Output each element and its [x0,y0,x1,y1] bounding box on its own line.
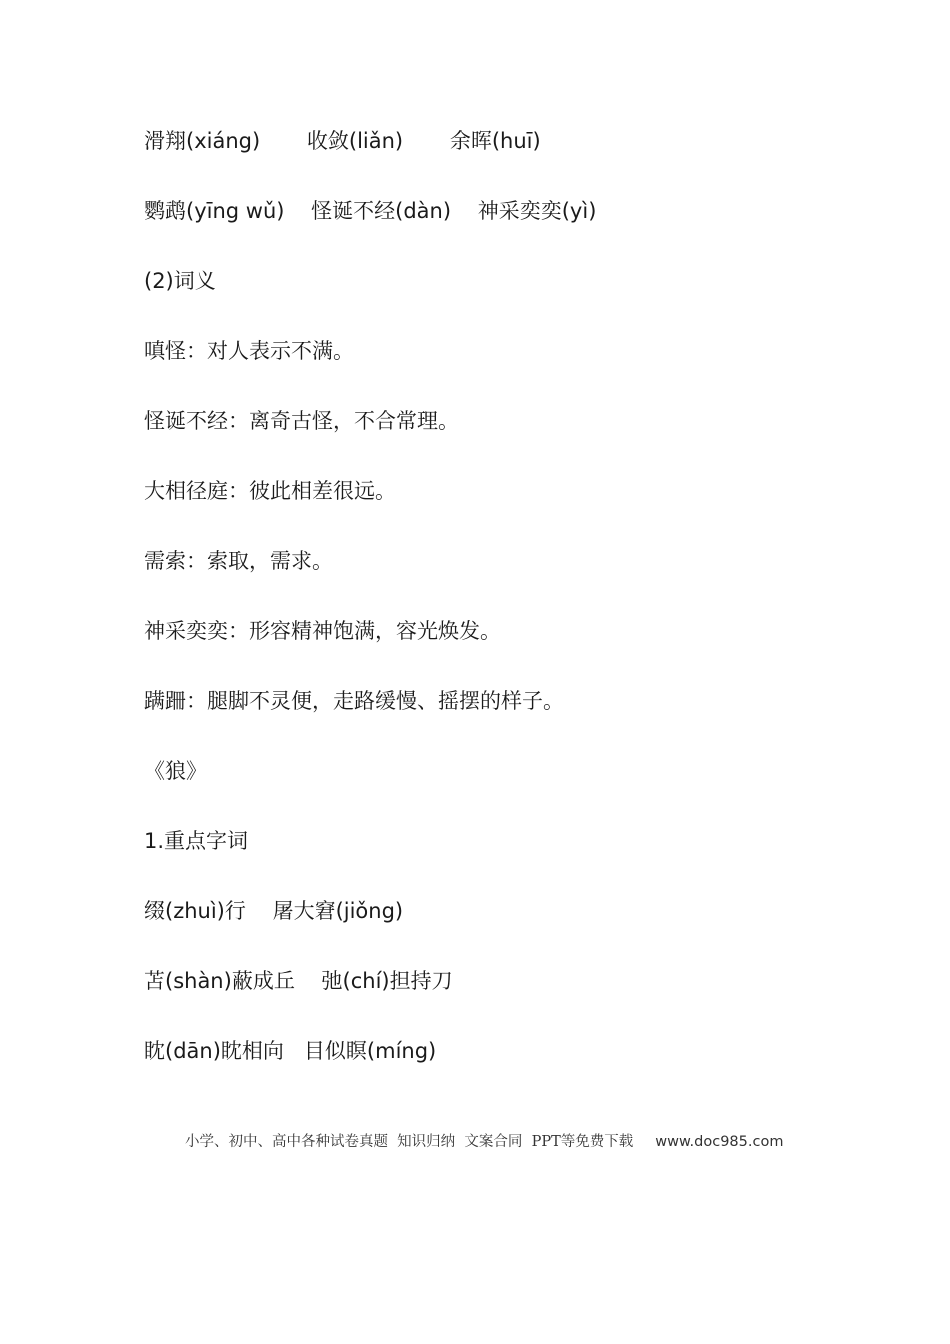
section-heading-key-words: 1.重点字词 [144,829,249,853]
section-heading-word-meaning: (2)词义 [144,269,216,293]
footer-url-link[interactable]: www.doc985.com [655,1134,784,1150]
definition-line: 需索：索取，需求。 [144,549,333,573]
definition-line: 怪诞不经：离奇古怪，不合常理。 [144,409,459,433]
pinyin-line-5: 眈(dān)眈相向 目似瞑(míng) [144,1039,437,1063]
lesson-title: 《狼》 [144,759,207,783]
pinyin-line-3: 缀(zhuì)行 屠大窘(jiǒng) [144,899,404,923]
definition-line: 大相径庭：彼此相差很远。 [144,479,396,503]
definition-line: 蹒跚：腿脚不灵便，走路缓慢、摇摆的样子。 [144,689,564,713]
page-footer [0,1114,950,1167]
pinyin-line-1: 滑翔(xiáng) 收敛(liǎn) 余晖(huī) [144,129,541,153]
pinyin-line-2: 鹦鹉(yīng wǔ) 怪诞不经(dàn) 神采奕奕(yì) [144,199,597,223]
definition-line: 嗔怪：对人表示不满。 [144,339,354,363]
definition-line: 神采奕奕：形容精神饱满，容光焕发。 [144,619,501,643]
footer-text: 小学、初中、高中各种试卷真题 知识归纳 文案合同 PPT等免费下载 [184,1134,634,1150]
pinyin-line-4: 苫(shàn)蔽成丘 弛(chí)担持刀 [144,969,453,993]
